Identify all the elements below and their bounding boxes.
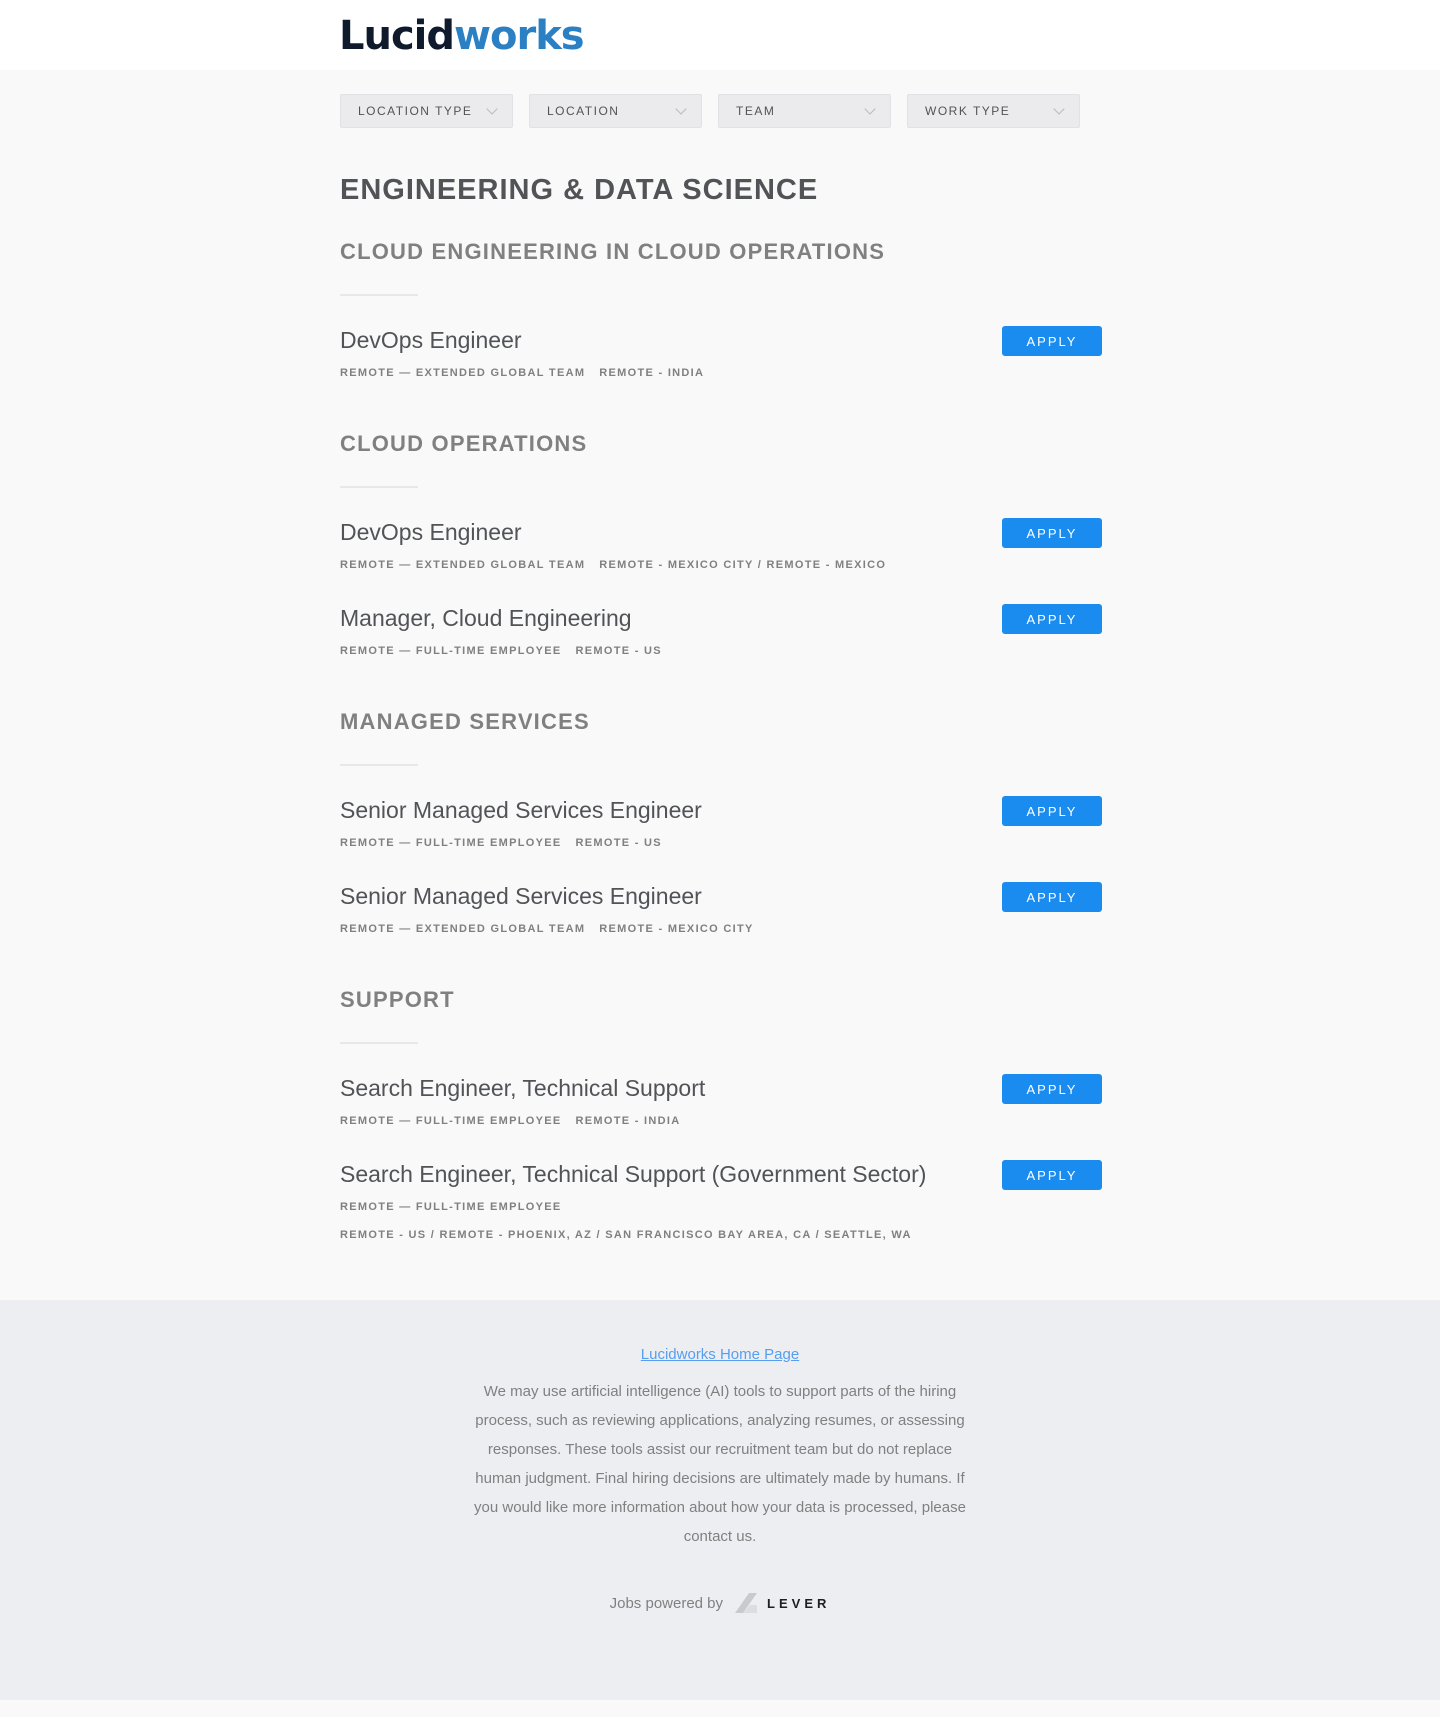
filter-location[interactable] [529, 94, 702, 128]
filter-team[interactable] [718, 94, 891, 128]
posting-title-link[interactable]: Senior Managed Services Engineer [340, 883, 702, 909]
team-divider [340, 1042, 418, 1044]
chevron-down-icon [486, 103, 497, 114]
posting-meta [340, 922, 1102, 936]
posting-meta [340, 558, 1102, 572]
apply-button[interactable]: APPLY [1002, 1160, 1102, 1190]
lucidworks-logo[interactable] [339, 12, 584, 60]
posting-commitment: REMOTE — FULL-TIME EMPLOYEE [340, 837, 562, 849]
posting-commitment: REMOTE — EXTENDED GLOBAL TEAM [340, 367, 586, 379]
posting-location: REMOTE - INDIA [599, 367, 705, 379]
job-posting [340, 882, 1102, 936]
posting-location: REMOTE - MEXICO CITY / REMOTE - MEXICO [599, 559, 887, 571]
posting-location: REMOTE - US / REMOTE - PHOENIX, AZ / SAN FRANCISCO BAY AREA, CA / SEATTLE, WA [340, 1229, 912, 1241]
chevron-down-icon [864, 103, 875, 114]
apply-button[interactable]: APPLY [1002, 1074, 1102, 1104]
lever-link[interactable] [733, 1591, 830, 1615]
posting-title-link[interactable]: DevOps Engineer [340, 519, 522, 545]
team-divider [340, 486, 418, 488]
filter-label: TEAM [736, 104, 776, 118]
filter-label: LOCATION [547, 104, 620, 118]
header [0, 0, 1440, 70]
powered-by [0, 1591, 1440, 1615]
apply-button[interactable]: APPLY [1002, 882, 1102, 912]
team-title: MANAGED SERVICES [340, 709, 590, 734]
posting-commitment: REMOTE — FULL-TIME EMPLOYEE [340, 1115, 562, 1127]
posting-location: REMOTE - US [575, 645, 662, 657]
posting-commitment: REMOTE — EXTENDED GLOBAL TEAM [340, 923, 586, 935]
posting-title-link[interactable]: Senior Managed Services Engineer [340, 797, 702, 823]
job-posting [340, 326, 1102, 380]
posting-commitment: REMOTE — FULL-TIME EMPLOYEE [340, 1201, 562, 1213]
posting-meta [340, 644, 1102, 658]
postings-main [340, 70, 1102, 1300]
posting-meta [340, 836, 1102, 850]
team-group [340, 430, 1102, 658]
ai-disclaimer: We may use artificial intelligence (AI) tools to support parts of the hiring process, such as reviewing applications, analyzing resumes, or assessing responses. These tools assist our recruitment team but do not replace human judgment. Final hiring decisions are ultimately made by humans. If you would like more information about how your data is processed, please contact us. [474, 1383, 966, 1545]
logo-text-works: works [454, 13, 584, 59]
filter-work-type[interactable] [907, 94, 1080, 128]
filter-location-type[interactable] [340, 94, 513, 128]
chevron-down-icon [675, 103, 686, 114]
posting-location: REMOTE - INDIA [575, 1115, 681, 1127]
posting-title-link[interactable]: Search Engineer, Technical Support [340, 1075, 706, 1101]
lever-logo-icon [733, 1591, 759, 1615]
powered-by-label: Jobs powered by [609, 1594, 724, 1612]
team-divider [340, 764, 418, 766]
apply-button[interactable]: APPLY [1002, 796, 1102, 826]
posting-title-link[interactable]: Search Engineer, Technical Support (Government Sector) [340, 1161, 927, 1187]
filter-label: LOCATION TYPE [358, 104, 473, 118]
posting-meta [340, 1114, 1102, 1128]
footer [0, 1300, 1440, 1700]
filter-label: WORK TYPE [925, 104, 1011, 118]
posting-location: REMOTE - MEXICO CITY [599, 923, 754, 935]
apply-button[interactable]: APPLY [1002, 326, 1102, 356]
team-group [340, 238, 1102, 380]
filter-bar [340, 94, 1102, 128]
job-posting [340, 796, 1102, 850]
posting-title-link[interactable]: Manager, Cloud Engineering [340, 605, 632, 631]
team-title: CLOUD ENGINEERING IN CLOUD OPERATIONS [340, 239, 886, 264]
team-group [340, 986, 1102, 1242]
job-posting [340, 1074, 1102, 1128]
logo-text-lucid: Lucid [339, 13, 455, 59]
job-posting [340, 1160, 1102, 1242]
team-group [340, 708, 1102, 936]
posting-meta [340, 1200, 1102, 1214]
posting-commitment: REMOTE — FULL-TIME EMPLOYEE [340, 645, 562, 657]
apply-button[interactable]: APPLY [1002, 518, 1102, 548]
posting-meta [340, 366, 1102, 380]
posting-location: REMOTE - US [575, 837, 662, 849]
posting-commitment: REMOTE — EXTENDED GLOBAL TEAM [340, 559, 586, 571]
team-divider [340, 294, 418, 296]
team-title: SUPPORT [340, 987, 455, 1012]
department-title: ENGINEERING & DATA SCIENCE [340, 174, 819, 206]
lever-wordmark: LEVER [767, 1595, 831, 1611]
chevron-down-icon [1053, 103, 1064, 114]
home-page-link[interactable]: Lucidworks Home Page [640, 1346, 800, 1363]
team-title: CLOUD OPERATIONS [340, 431, 588, 456]
job-posting [340, 518, 1102, 572]
apply-button[interactable]: APPLY [1002, 604, 1102, 634]
job-posting [340, 604, 1102, 658]
posting-title-link[interactable]: DevOps Engineer [340, 327, 522, 353]
